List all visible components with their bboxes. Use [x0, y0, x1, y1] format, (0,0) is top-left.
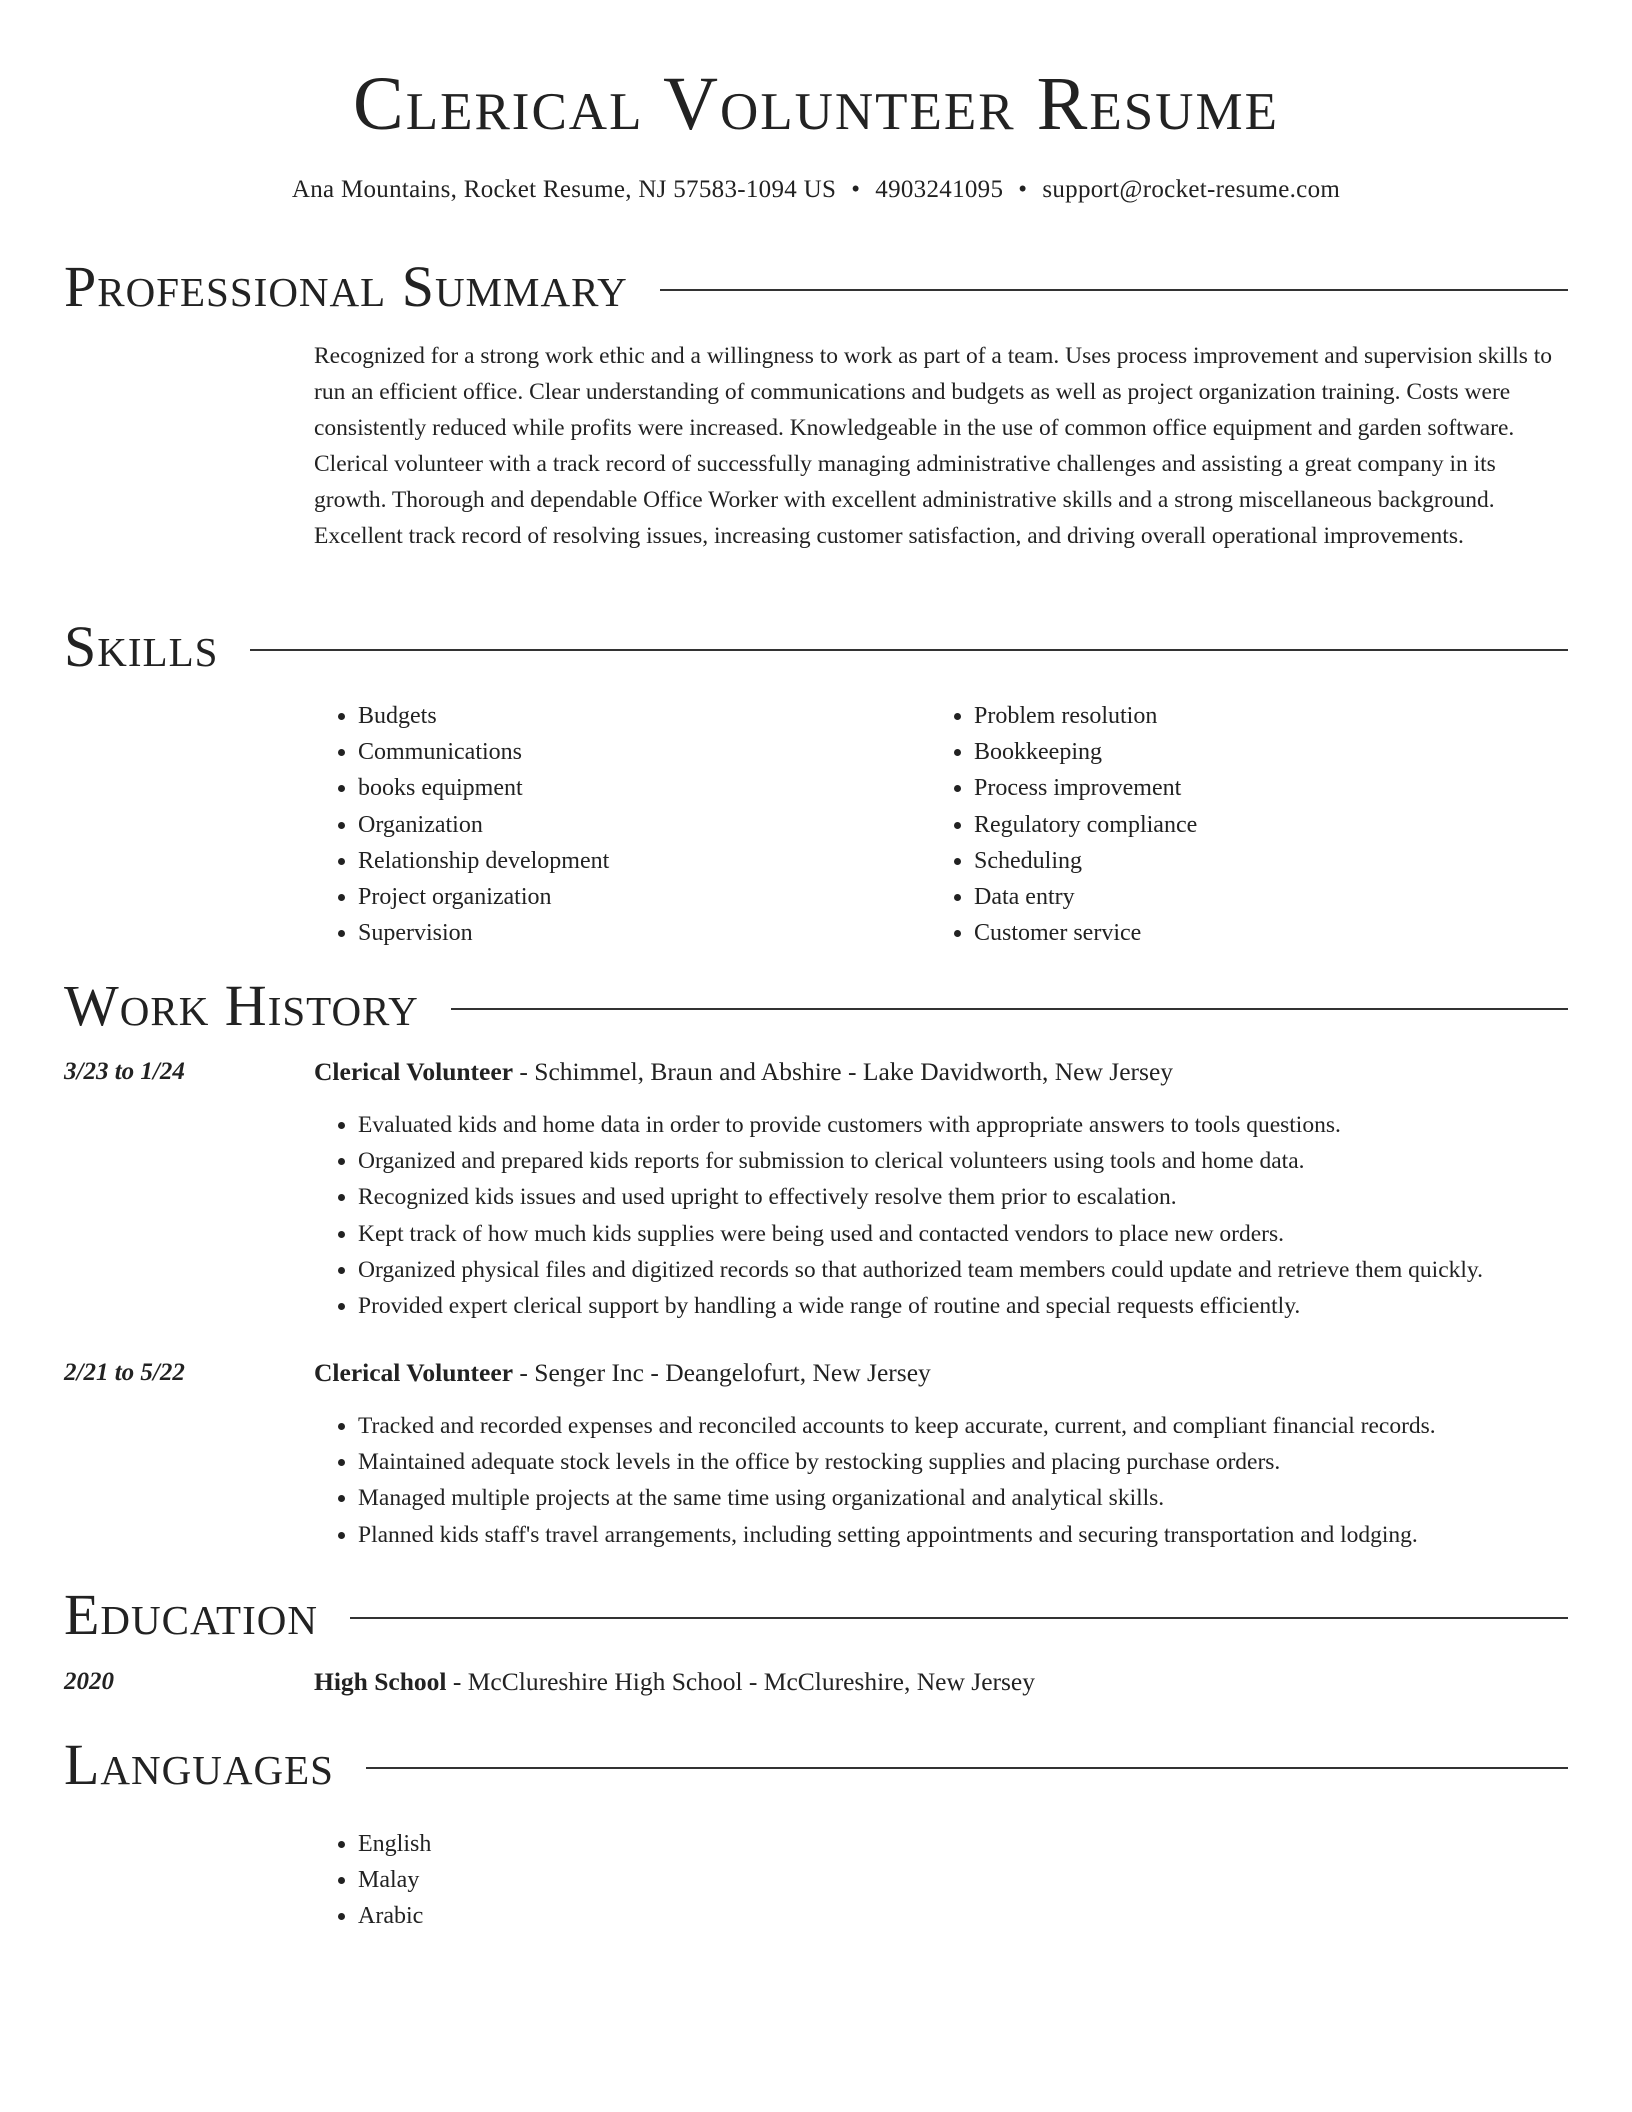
skill-item: • Problem resolution [974, 698, 1570, 734]
languages-heading-text: Languages [64, 1732, 334, 1797]
section-heading-languages [64, 1730, 1568, 1800]
education-heading [314, 1664, 1570, 1700]
language-item: • Malay [358, 1862, 914, 1898]
job-bullet: • Organized and prepared kids reports for submission to clerical volunteers using tools and home data. [358, 1143, 1584, 1179]
job-title: Clerical Volunteer [314, 1057, 514, 1086]
skill-item: • Supervision [358, 915, 914, 951]
language-item: • Arabic [358, 1898, 914, 1934]
job-bullet: • Kept track of how much kids supplies were being used and contacted vendors to place new orders. [358, 1216, 1584, 1252]
job-bullet: • Planned kids staff's travel arrangements, including setting appointments and securing transportation and lodging. [358, 1517, 1584, 1553]
job-bullets [314, 1107, 1584, 1324]
section-heading-summary [64, 252, 1568, 322]
contact-phone: 4903241095 [875, 176, 1004, 203]
contact-email: support@rocket-resume.com [1042, 176, 1341, 203]
job-responsibilities [314, 1107, 1584, 1324]
job-dates: 3/23 to 1/24 [64, 1058, 185, 1085]
contact-line [0, 172, 1632, 208]
skill-item: • books equipment [358, 770, 914, 806]
skill-item: • Data entry [974, 879, 1570, 915]
job-bullet: • Recognized kids issues and used upright to effectively resolve them prior to escalation. [358, 1179, 1584, 1215]
skill-item: • Communications [358, 734, 914, 770]
section-divider [350, 1617, 1568, 1619]
job-bullet: • Tracked and recorded expenses and reconciled accounts to keep accurate, current, and compliant financial records. [358, 1408, 1584, 1444]
language-item: • English [358, 1826, 914, 1862]
education-degree: High School [314, 1667, 447, 1696]
section-divider [451, 1008, 1568, 1010]
job-bullet: • Organized physical files and digitized records so that authorized team members could update and retrieve them quickly. [358, 1252, 1584, 1288]
education-year: 2020 [64, 1668, 114, 1695]
job-bullet: • Provided expert clerical support by handling a wide range of routine and special requests efficiently. [358, 1288, 1584, 1324]
skills-heading-text: Skills [64, 614, 219, 679]
summary-paragraph: Recognized for a strong work ethic and a willingness to work as part of a team. Uses process improvement and supervision skills to run an efficient office. Clear understanding of communications and budgets as well as project organization training. Costs were consistently reduced while profits were increased. Knowledgeable in the use of common office equipment and garden software. Clerical volunteer with a track record of successfully managing administrative challenges and assisting a great company in its growth. Thorough and dependable Office Worker with excellent administrative skills and a strong miscellaneous background. Excellent track record of resolving issues, increasing customer satisfaction, and driving overall operational improvements. [314, 343, 1553, 549]
skill-item: • Relationship development [358, 843, 914, 879]
section-divider [250, 649, 1568, 651]
section-divider [660, 289, 1568, 291]
skills-column-left [314, 698, 914, 951]
skill-item: • Scheduling [974, 843, 1570, 879]
skills-list-right [930, 698, 1570, 951]
job-responsibilities [314, 1408, 1584, 1553]
section-heading-work-history [64, 971, 1568, 1041]
skills-list-left [314, 698, 914, 951]
resume-title: Clerical Volunteer Resume [353, 62, 1279, 146]
languages-bullets [314, 1826, 914, 1935]
skill-item: • Budgets [358, 698, 914, 734]
skills-column-right [930, 698, 1570, 951]
skill-item: • Customer service [974, 915, 1570, 951]
summary-heading-text: Professional Summary [64, 254, 628, 319]
contact-separator: • [1018, 176, 1028, 203]
skill-item: • Bookkeeping [974, 734, 1570, 770]
skill-item: • Process improvement [974, 770, 1570, 806]
section-heading-education [64, 1580, 1568, 1650]
job-title: Clerical Volunteer [314, 1358, 514, 1387]
languages-list [314, 1826, 914, 1935]
job-bullet: • Managed multiple projects at the same time using organizational and analytical skills. [358, 1480, 1584, 1516]
job-bullets [314, 1408, 1584, 1553]
section-divider [366, 1767, 1568, 1769]
section-heading-skills [64, 612, 1568, 682]
job-dates: 2/21 to 5/22 [64, 1359, 185, 1386]
job-employer-location: - Schimmel, Braun and Abshire - Lake Davidworth, New Jersey [513, 1057, 1174, 1086]
job-bullet: • Maintained adequate stock levels in the office by restocking supplies and placing purchase orders. [358, 1444, 1584, 1480]
job-heading [314, 1054, 1570, 1090]
education-school-location: - McClureshire High School - McClureshire, New Jersey [446, 1667, 1035, 1696]
job-heading [314, 1355, 1570, 1391]
job-employer-location: - Senger Inc - Deangelofurt, New Jersey [513, 1358, 931, 1387]
contact-address: Ana Mountains, Rocket Resume, NJ 57583-1094 US [291, 176, 837, 203]
work-heading-text: Work History [64, 973, 419, 1038]
skill-item: • Project organization [358, 879, 914, 915]
contact-separator: • [851, 176, 861, 203]
skill-item: • Regulatory compliance [974, 807, 1570, 843]
education-heading-text: Education [64, 1582, 318, 1647]
skill-item: • Organization [358, 807, 914, 843]
job-bullet: • Evaluated kids and home data in order to provide customers with appropriate answers to tools questions. [358, 1107, 1584, 1143]
